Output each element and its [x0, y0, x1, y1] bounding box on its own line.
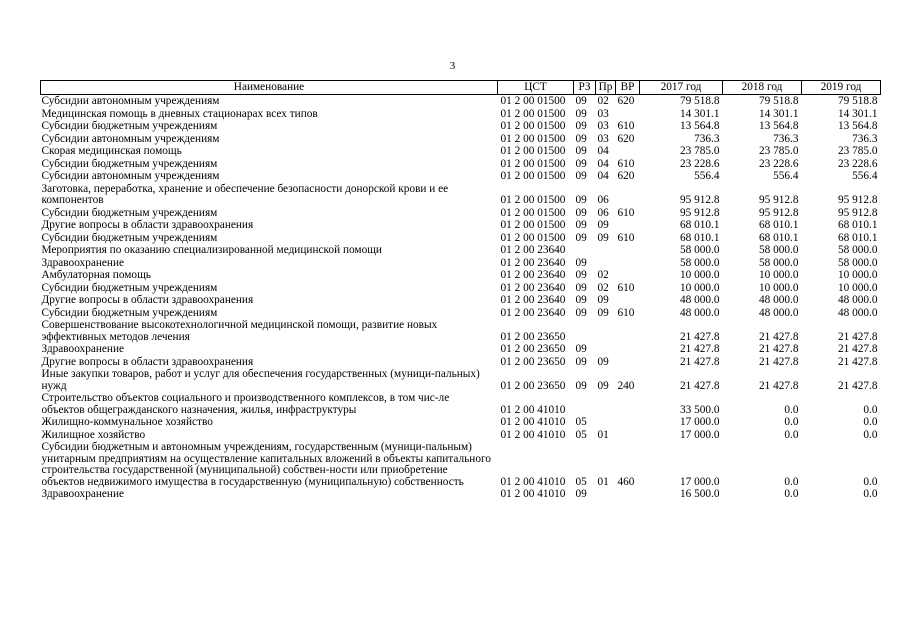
cell-2019: 23 228.6: [837, 157, 878, 170]
cell-2019: 21 427.8: [837, 355, 878, 368]
cell-2018: 21 427.8: [758, 343, 799, 355]
cell-cst: 01 2 00 01500: [500, 132, 566, 145]
cell-vr: 610: [617, 206, 635, 219]
cell-pr: 01: [597, 428, 609, 441]
cell-2017: 14 301.1: [679, 107, 720, 120]
cell-pr: 03: [597, 132, 609, 145]
cell-2018: 79 518.8: [758, 95, 799, 107]
cell-rz: 09: [575, 170, 587, 182]
table-row: [41, 307, 881, 320]
cell-2019: 736.3: [852, 132, 878, 145]
table-row: [41, 282, 881, 295]
cell-pr: 09: [597, 219, 609, 231]
cell-2018: 0.0: [784, 428, 799, 441]
cell-2019: 95 912.8: [837, 194, 878, 206]
cell-cst: 01 2 00 23650: [500, 330, 566, 343]
cell-vr: [616, 392, 640, 416]
header-cst: ЦСТ: [498, 81, 574, 95]
cell-name: Жилищное хозяйство: [41, 428, 146, 441]
cell-2017: 68 010.1: [679, 231, 720, 244]
cell-pr: [596, 343, 616, 356]
cell-2019: 556.4: [852, 170, 878, 182]
cell-vr: [616, 294, 640, 307]
cell-2017: 16 500.0: [679, 488, 720, 500]
cell-rz: 09: [575, 488, 587, 500]
cell-vr: 610: [617, 120, 635, 132]
cell-pr: 06: [597, 206, 609, 219]
cell-vr: [616, 343, 640, 356]
table-row: [41, 441, 881, 488]
cell-cst: 01 2 00 01500: [500, 231, 566, 244]
cell-pr: 06: [597, 194, 609, 206]
cell-2018: 0.0: [784, 488, 799, 500]
table-row: [41, 368, 881, 392]
table-row: [41, 319, 881, 343]
cell-2019: 68 010.1: [837, 219, 878, 231]
cell-2019: 58 000.0: [837, 256, 878, 269]
cell-2017: 21 427.8: [679, 343, 720, 355]
cell-2017: 21 427.8: [679, 330, 720, 343]
cell-cst: 01 2 00 41010: [500, 416, 566, 428]
cell-vr: [616, 257, 640, 270]
cell-2018: 21 427.8: [758, 379, 799, 392]
cell-cst: 01 2 00 01500: [500, 170, 566, 182]
cell-vr: 610: [617, 231, 635, 244]
cell-pr: 09: [597, 379, 609, 392]
cell-2017: 95 912.8: [679, 206, 720, 219]
cell-rz: 09: [575, 343, 587, 355]
cell-2017: 21 427.8: [679, 379, 720, 392]
cell-cst: 01 2 00 23650: [500, 355, 566, 368]
cell-2017: 48 000.0: [679, 306, 720, 319]
cell-pr: [596, 488, 616, 501]
table-row: [41, 232, 881, 245]
header-vr: ВР: [616, 81, 640, 95]
header-2017: 2017 год: [640, 81, 723, 95]
cell-cst: 01 2 00 01500: [500, 194, 566, 206]
cell-2018: 736.3: [773, 132, 799, 145]
cell-pr: 09: [597, 231, 609, 244]
cell-vr: 610: [617, 306, 635, 319]
cell-vr: [616, 416, 640, 429]
cell-cst: 01 2 00 01500: [500, 157, 566, 170]
cell-vr: [616, 183, 640, 207]
cell-2017: 48 000.0: [679, 294, 720, 306]
cell-name: Субсидии бюджетным учреждениям: [41, 306, 218, 319]
cell-2017: 79 518.8: [679, 95, 720, 107]
cell-2018: 21 427.8: [758, 355, 799, 368]
cell-2019: 79 518.8: [837, 95, 878, 107]
table-body: [41, 95, 881, 501]
table-row: [41, 95, 881, 108]
header-pr: Пр: [596, 81, 616, 95]
header-2019: 2019 год: [802, 81, 881, 95]
cell-2017: 68 010.1: [679, 219, 720, 231]
cell-rz: 05: [575, 416, 587, 428]
table-row: [41, 183, 881, 207]
cell-name: Субсидии бюджетным учреждениям: [41, 157, 218, 170]
cell-name: Медицинская помощь в дневных стационарах всех типов: [41, 107, 318, 120]
page-number: 3: [449, 60, 456, 72]
cell-2018: 95 912.8: [758, 206, 799, 219]
table-row: [41, 158, 881, 171]
cell-2018: 48 000.0: [758, 294, 799, 306]
cell-rz: 09: [575, 107, 587, 120]
cell-rz: 09: [575, 145, 587, 157]
table-row: [41, 145, 881, 158]
cell-2018: 58 000.0: [758, 244, 799, 256]
cell-name: Заготовка, переработка, хранение и обеспечение безопасности донорской крови и ее компонентов: [41, 182, 449, 206]
cell-2017: 23 785.0: [679, 145, 720, 157]
cell-vr: 610: [617, 281, 635, 294]
cell-cst: 01 2 00 01500: [500, 219, 566, 231]
cell-rz: 09: [575, 231, 587, 244]
cell-2018: 68 010.1: [758, 219, 799, 231]
table-row: [41, 133, 881, 146]
cell-2017: 17 000.0: [679, 428, 720, 441]
cell-2019: 23 785.0: [837, 145, 878, 157]
cell-2019: 0.0: [863, 475, 878, 488]
cell-rz: 09: [575, 379, 587, 392]
cell-pr: 02: [597, 95, 609, 107]
cell-name: Субсидии автономным учреждениям: [41, 170, 220, 182]
cell-2018: 21 427.8: [758, 330, 799, 343]
cell-2019: 0.0: [863, 428, 878, 441]
table-row: [41, 120, 881, 133]
cell-2019: 10 000.0: [837, 281, 878, 294]
cell-vr: [616, 108, 640, 121]
cell-2019: 13 564.8: [837, 120, 878, 132]
cell-pr: [596, 416, 616, 429]
cell-rz: [574, 392, 596, 416]
table-row: [41, 219, 881, 232]
table-header-row: [41, 81, 881, 95]
cell-pr: 04: [597, 157, 609, 170]
cell-2018: 0.0: [784, 403, 799, 416]
cell-vr: 620: [617, 170, 635, 182]
cell-2019: 68 010.1: [837, 231, 878, 244]
cell-2017: 13 564.8: [679, 120, 720, 132]
cell-2017: 17 000.0: [679, 475, 720, 488]
cell-vr: [616, 269, 640, 282]
cell-name: Другие вопросы в области здравоохранения: [41, 294, 254, 306]
cell-pr: [596, 244, 616, 257]
cell-2017: 10 000.0: [679, 269, 720, 281]
cell-rz: 09: [575, 157, 587, 170]
cell-name: Другие вопросы в области здравоохранения: [41, 219, 254, 231]
cell-2019: 0.0: [863, 488, 878, 500]
table-row: [41, 269, 881, 282]
cell-name: Строительство объектов социального и производственного комплексов, в том чис-ле объектов общегражданского назначения, жилья, инфраструктуры: [41, 392, 450, 416]
cell-2018: 14 301.1: [758, 107, 799, 120]
cell-name: Иные закупки товаров, работ и услуг для обеспечения государственных (муници-пальных) нужд: [41, 368, 480, 392]
cell-2019: 10 000.0: [837, 269, 878, 281]
table-row: [41, 488, 881, 501]
cell-2019: 21 427.8: [837, 379, 878, 392]
cell-2018: 10 000.0: [758, 281, 799, 294]
cell-pr: 02: [597, 269, 609, 281]
cell-rz: 09: [575, 355, 587, 368]
table-row: [41, 244, 881, 257]
cell-2019: 95 912.8: [837, 206, 878, 219]
cell-pr: [596, 392, 616, 416]
cell-rz: 09: [575, 95, 587, 107]
cell-cst: 01 2 00 23640: [500, 281, 566, 294]
cell-2017: 17 000.0: [679, 416, 720, 428]
header-rz: РЗ: [574, 81, 596, 95]
cell-rz: 09: [575, 120, 587, 132]
cell-name: Здравоохранение: [41, 488, 125, 500]
cell-2018: 58 000.0: [758, 256, 799, 269]
cell-vr: [616, 145, 640, 158]
cell-2019: 0.0: [863, 403, 878, 416]
table-row: [41, 207, 881, 220]
cell-pr: 03: [597, 120, 609, 132]
cell-cst: 01 2 00 01500: [500, 120, 566, 132]
cell-2017: 58 000.0: [679, 256, 720, 269]
cell-vr: 620: [617, 132, 635, 145]
cell-vr: 610: [617, 157, 635, 170]
table-row: [41, 392, 881, 416]
cell-name: Скорая медицинская помощь: [41, 145, 182, 157]
cell-name: Субсидии автономным учреждениям: [41, 95, 220, 107]
table-row: [41, 257, 881, 270]
cell-2018: 0.0: [784, 475, 799, 488]
cell-name: Амбулаторная помощь: [41, 269, 151, 281]
cell-2017: 21 427.8: [679, 355, 720, 368]
cell-name: Жилищно-коммунальное хозяйство: [41, 416, 213, 428]
table-row: [41, 416, 881, 429]
cell-rz: 09: [575, 206, 587, 219]
cell-rz: 09: [575, 294, 587, 306]
cell-pr: [596, 257, 616, 270]
cell-name: Субсидии бюджетным учреждениям: [41, 206, 218, 219]
cell-cst: 01 2 00 41010: [500, 403, 566, 416]
cell-pr: 02: [597, 281, 609, 294]
cell-2018: 23 228.6: [758, 157, 799, 170]
cell-rz: 09: [575, 194, 587, 206]
cell-pr: 03: [597, 107, 609, 120]
cell-cst: 01 2 00 41010: [500, 488, 566, 500]
cell-cst: 01 2 00 23640: [500, 256, 566, 269]
cell-pr: 09: [597, 355, 609, 368]
table-row: [41, 343, 881, 356]
cell-2017: 95 912.8: [679, 194, 720, 206]
cell-cst: 01 2 00 23640: [500, 269, 566, 281]
cell-cst: 01 2 00 41010: [500, 475, 566, 488]
cell-2018: 556.4: [773, 170, 799, 182]
cell-2019: 21 427.8: [837, 343, 878, 355]
table-row: [41, 108, 881, 121]
cell-2018: 23 785.0: [758, 145, 799, 157]
cell-pr: 04: [597, 170, 609, 182]
cell-cst: 01 2 00 01500: [500, 206, 566, 219]
cell-vr: [616, 488, 640, 501]
cell-2017: 556.4: [694, 170, 720, 182]
cell-vr: 240: [617, 379, 635, 392]
cell-pr: 09: [597, 306, 609, 319]
cell-rz: 09: [575, 281, 587, 294]
cell-name: Субсидии бюджетным учреждениям: [41, 281, 218, 294]
cell-vr: 620: [617, 95, 635, 107]
cell-2019: 48 000.0: [837, 294, 878, 306]
cell-vr: [616, 244, 640, 257]
cell-pr: 01: [597, 475, 609, 488]
cell-rz: 05: [575, 475, 587, 488]
cell-2018: 68 010.1: [758, 231, 799, 244]
cell-2019: 0.0: [863, 416, 878, 428]
cell-vr: [616, 356, 640, 369]
cell-pr: 09: [597, 294, 609, 306]
cell-name: Субсидии бюджетным и автономным учреждениям, государственным (муници-пальным) унитарным предприятиям на осуществление капитальных вложений в объекты капитального строительства государственной (муниципальной) собствен-ности или приобретение объектов недвижимого имущества в государственную (муниципальную) собственность: [41, 441, 491, 488]
cell-2019: 58 000.0: [837, 244, 878, 256]
cell-2018: 13 564.8: [758, 120, 799, 132]
cell-name: Здравоохранение: [41, 256, 125, 269]
cell-name: Субсидии бюджетным учреждениям: [41, 120, 218, 132]
cell-name: Мероприятия по оказанию специализированной медицинской помощи: [41, 244, 382, 256]
cell-rz: [574, 244, 596, 257]
cell-rz: 05: [575, 428, 587, 441]
cell-rz: [574, 319, 596, 343]
cell-cst: 01 2 00 01500: [500, 95, 566, 107]
cell-rz: 09: [575, 269, 587, 281]
cell-rz: 09: [575, 219, 587, 231]
cell-pr: [596, 319, 616, 343]
table-row: [41, 294, 881, 307]
cell-rz: 09: [575, 256, 587, 269]
cell-vr: [616, 429, 640, 442]
cell-name: Совершенствование высокотехнологичной медицинской помощи, развитие новых эффективных методов лечения: [41, 319, 438, 343]
cell-2017: 23 228.6: [679, 157, 720, 170]
cell-2017: 736.3: [694, 132, 720, 145]
header-name: Наименование: [41, 81, 498, 95]
cell-cst: 01 2 00 23650: [500, 379, 566, 392]
cell-2019: 48 000.0: [837, 306, 878, 319]
cell-name: Субсидии бюджетным учреждениям: [41, 231, 218, 244]
cell-rz: 09: [575, 306, 587, 319]
cell-cst: 01 2 00 41010: [500, 428, 566, 441]
cell-name: Субсидии автономным учреждениям: [41, 132, 220, 145]
cell-vr: 460: [617, 475, 635, 488]
cell-2017: 58 000.0: [679, 244, 720, 256]
cell-2018: 95 912.8: [758, 194, 799, 206]
cell-vr: [616, 219, 640, 232]
cell-cst: 01 2 00 23640: [500, 294, 566, 306]
table-row: [41, 356, 881, 369]
cell-2019: 14 301.1: [837, 107, 878, 120]
cell-cst: 01 2 00 23640: [500, 306, 566, 319]
cell-2018: 48 000.0: [758, 306, 799, 319]
cell-2018: 0.0: [784, 416, 799, 428]
cell-cst: 01 2 00 01500: [500, 107, 566, 120]
table-row: [41, 429, 881, 442]
table-row: [41, 170, 881, 183]
cell-cst: 01 2 00 01500: [500, 145, 566, 157]
cell-name: Здравоохранение: [41, 343, 125, 355]
cell-pr: 04: [597, 145, 609, 157]
cell-2018: 10 000.0: [758, 269, 799, 281]
cell-2017: 33 500.0: [679, 403, 720, 416]
cell-vr: [616, 319, 640, 343]
cell-rz: 09: [575, 132, 587, 145]
cell-name: Другие вопросы в области здравоохранения: [41, 355, 254, 368]
cell-cst: 01 2 00 23650: [500, 343, 566, 355]
cell-2017: 10 000.0: [679, 281, 720, 294]
header-2018: 2018 год: [723, 81, 802, 95]
cell-2019: 21 427.8: [837, 330, 878, 343]
budget-table: [40, 80, 881, 501]
cell-cst: 01 2 00 23640: [500, 244, 566, 256]
